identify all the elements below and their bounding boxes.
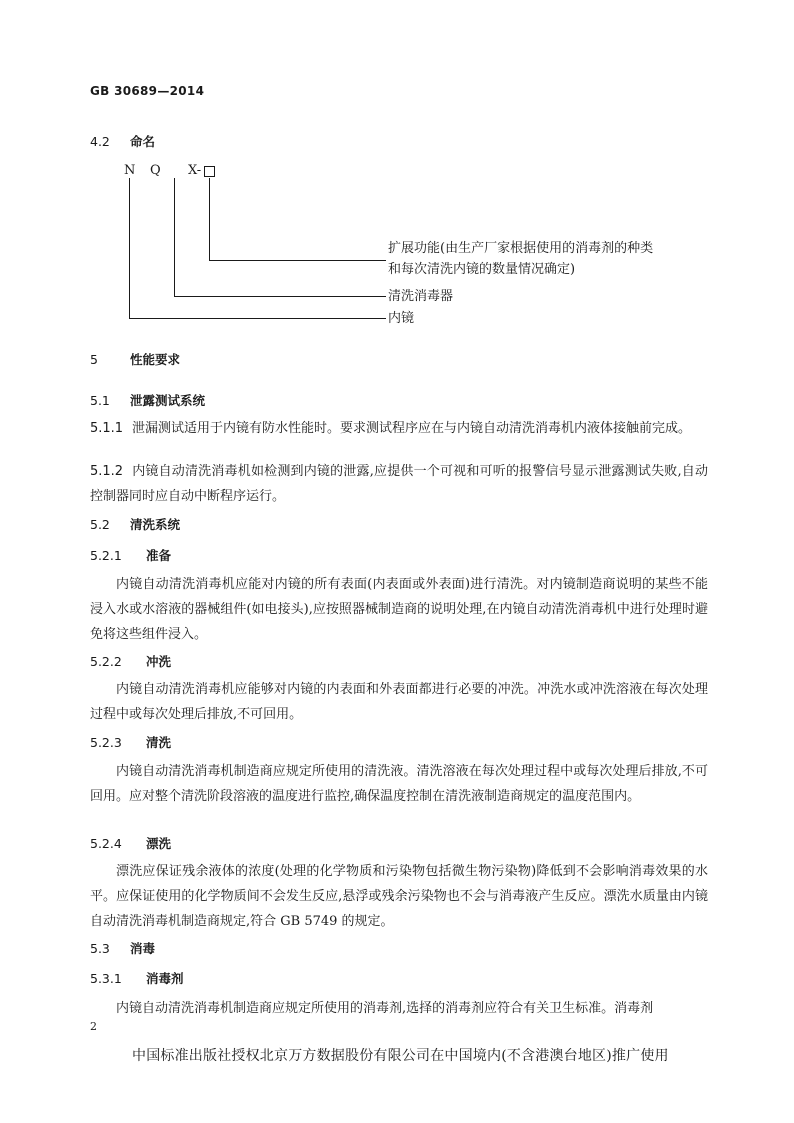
clause-number: 5.1.1 bbox=[90, 421, 124, 436]
code-letter-q: Q bbox=[150, 163, 161, 178]
section-number: 5.2.2 bbox=[90, 654, 122, 669]
annotation-extension-line2: 和每次清洗内镜的数量情况确定) bbox=[388, 262, 576, 277]
section-5-2-4-heading bbox=[90, 834, 171, 852]
section-title: 消毒剂 bbox=[146, 971, 184, 986]
section-number: 5.2.1 bbox=[90, 548, 122, 563]
section-number: 5 bbox=[90, 352, 98, 367]
section-5-1-heading bbox=[90, 391, 205, 409]
clause-5-1-1 bbox=[90, 416, 708, 441]
clause-5-2-3-text: 内镜自动清洗消毒机制造商应规定所使用的清洗液。清洗溶液在每次处理过程中或每次处理后排放,不可回用。应对整个清洗阶段溶液的温度进行监控,确保温度控制在清洗液制造商规定的温度范围内。 bbox=[90, 764, 708, 804]
section-number: 5.2.3 bbox=[90, 735, 122, 750]
section-number: 5.1 bbox=[90, 393, 110, 408]
section-5-3-1-heading bbox=[90, 969, 184, 987]
section-title: 清洗 bbox=[146, 735, 172, 750]
leader-line-n bbox=[129, 178, 130, 318]
clause-text: 内镜自动清洗消毒机如检测到内镜的泄露,应提供一个可视和可听的报警信号显示泄露测试失败,自动控制器同时应自动中断程序运行。 bbox=[90, 464, 708, 504]
code-letter-x: X- bbox=[188, 163, 202, 178]
section-title: 性能要求 bbox=[130, 352, 181, 367]
section-5-heading bbox=[90, 350, 180, 368]
section-number: 5.2 bbox=[90, 517, 110, 532]
leader-line-n-horizontal bbox=[129, 318, 386, 319]
leader-line-x bbox=[209, 178, 210, 260]
clause-text: 泄漏测试适用于内镜有防水性能时。要求测试程序应在与内镜自动清洗消毒机内液体接触前完成。 bbox=[132, 421, 692, 436]
section-number: 5.3.1 bbox=[90, 971, 122, 986]
clause-5-2-4-text: 漂洗应保证残余液体的浓度(处理的化学物质和污染物包括微生物污染物)降低到不会影响消毒效果的水平。应保证使用的化学物质间不会发生反应,悬浮或残余污染物也不会与消毒液产生反应。漂洗水质量由内镜自动清洗消毒机制造商规定,符合 GB 5749 的规定。 bbox=[90, 864, 708, 929]
section-5-2-2-heading bbox=[90, 652, 171, 670]
section-title: 消毒 bbox=[130, 941, 156, 956]
section-number: 5.3 bbox=[90, 941, 110, 956]
section-title: 冲洗 bbox=[146, 654, 172, 669]
section-5-2-heading bbox=[90, 515, 180, 533]
section-title: 泄露测试系统 bbox=[130, 393, 206, 408]
page-number: 2 bbox=[90, 1020, 97, 1033]
annotation-n-meaning: 内镜 bbox=[388, 311, 415, 326]
leader-line-x-horizontal bbox=[209, 260, 386, 261]
placeholder-box bbox=[204, 166, 215, 177]
section-title: 漂洗 bbox=[146, 836, 172, 851]
annotation-extension-line1: 扩展功能(由生产厂家根据使用的消毒剂的种类 bbox=[388, 241, 654, 256]
code-letter-n: N bbox=[124, 163, 136, 178]
clause-5-2-1-text: 内镜自动清洗消毒机应能对内镜的所有表面(内表面或外表面)进行清洗。对内镜制造商说明的某些不能浸入水或水溶液的器械组件(如电接头),应按照器械制造商的说明处理,在内镜自动清洗消毒机中进行处理时避免将这些组件浸入。 bbox=[90, 577, 708, 642]
standard-code-header: GB 30689—2014 bbox=[90, 84, 205, 98]
leader-line-q bbox=[174, 178, 175, 296]
clause-5-1-2 bbox=[90, 459, 708, 509]
section-5-2-3-heading bbox=[90, 733, 171, 751]
section-title: 命名 bbox=[130, 134, 156, 149]
section-title: 清洗系统 bbox=[130, 517, 181, 532]
clause-5-3-1-text: 内镜自动清洗消毒机制造商应规定所使用的消毒剂,选择的消毒剂应符合有关卫生标准。消毒剂 bbox=[116, 1001, 654, 1016]
clause-number: 5.1.2 bbox=[90, 464, 124, 479]
section-4-2-heading bbox=[90, 132, 155, 150]
annotation-q-meaning: 清洗消毒器 bbox=[388, 289, 454, 304]
distribution-footer: 中国标准出版社授权北京万方数据股份有限公司在中国境内(不含港澳台地区)推广使用 bbox=[132, 1048, 669, 1064]
section-5-2-1-heading bbox=[90, 546, 171, 564]
section-5-3-heading bbox=[90, 939, 155, 957]
section-title: 准备 bbox=[146, 548, 172, 563]
section-number: 4.2 bbox=[90, 134, 110, 149]
clause-5-2-2-text: 内镜自动清洗消毒机应能够对内镜的内表面和外表面都进行必要的冲洗。冲洗水或冲洗溶液在每次处理过程中或每次处理后排放,不可回用。 bbox=[90, 682, 708, 722]
section-number: 5.2.4 bbox=[90, 836, 122, 851]
leader-line-q-horizontal bbox=[174, 296, 386, 297]
